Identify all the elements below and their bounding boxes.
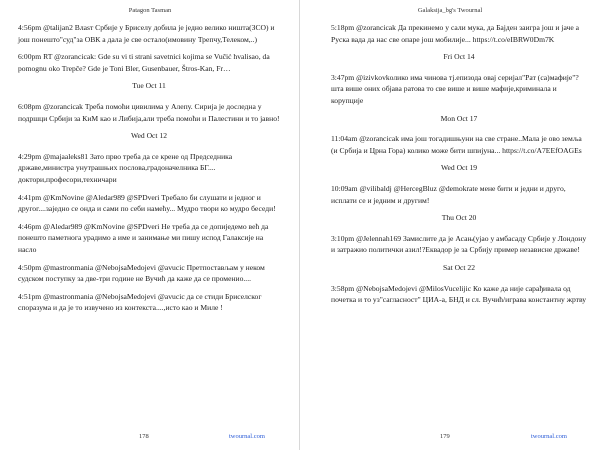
date-heading: Wed Oct 19 <box>440 163 478 173</box>
tweet-entry: 10:09am @vilibaldj @HercegBluz @demokrate мене бити и једни и друго, исплати се и једним и другим! <box>331 183 566 205</box>
tweet-entry: 3:58pm @NebojsaMedojevi @MilosVucelijic Ко каже да није сарађивала од почетка и то уз"сагласност" ЦИА-а, БНД и сл. Вучић/играва константну жртву <box>331 283 587 305</box>
tweet-entry: 5:18pm @zorancicak Да прекинемо у сали мука, да Бајден заигра још и јаче а Руска вада да нас све опаре још мобилије... https://t.co/eIBRW0Dm7K <box>331 23 579 44</box>
right-page <box>300 0 600 450</box>
page-number: 179 <box>440 433 450 440</box>
tweet-entry: 4:51pm @mastronmania @NebojsaMedojevi @avucic да се стиди Бриселског споразума и да је то извучено из контекста....,исто као и Миле ! <box>18 291 262 313</box>
site-link[interactable]: twournal.com <box>531 433 567 440</box>
running-head: Patagon Tasman <box>128 7 172 14</box>
tweet-entry: 4:29pm @majaaleks81 Зато прво треба да се крене од Председника државе,министра унутрашњих послова,градоначелника БГ.... доктори,професори,техничари <box>18 151 233 184</box>
running-head: Galaksija_bg's Twournal <box>417 7 483 14</box>
date-heading: Wed Oct 12 <box>130 131 168 141</box>
date-heading: Tue Oct 11 <box>132 81 166 91</box>
page-body <box>331 22 587 312</box>
tweet-entry: 11:04am @zorancicak има још тогадишњуни на све стране..Мала је ово земља (и Србија и Црна Гора) колико може бити шпијуна... https://t.co/A7EEfOAGEs <box>331 134 582 155</box>
tweet-entry: 4:56pm @talijan2 Влаѕт Србије у Бриселу добила је једно велико ништа(ЗСО) и још понешто"суд"за ОВК а дала је све остало(имовину Трепчу,Телеком,..) <box>18 23 275 44</box>
page-body <box>18 22 280 320</box>
tweet-entry: 4:50pm @mastronmania @NebojsaMedojevi @avucic Претпостављам у неком судском поступку за две-три године не Вучић да каже да се променио.... <box>18 262 265 284</box>
date-heading: Fri Oct 14 <box>443 52 475 62</box>
site-link[interactable]: twournal.com <box>229 433 265 440</box>
tweet-entry: 3:10pm @Jelennah169 Замислите да је Асањ(ујао у амбасаду Србије у Лондону и затражио политички азил!?Еквадор је за Србију пример независне државе! <box>331 233 587 255</box>
tweet-entry: 3:47pm @izivkovkолико има чиновa тј.епизода овај серијал"Рат (са)мафијe"?шта више оних објава ратова то све више и више мафије,криминала и корупције <box>331 72 579 105</box>
tweet-entry: 6:08pm @zorancicak Треба помоћи цивилима у Алепу. Сирија је доследна у подршци Србији за КиМ као и Либија,али треба помоћи и Палестини и то јавно! <box>18 101 280 123</box>
date-heading: Mon Oct 17 <box>440 113 478 123</box>
tweet-entry: 4:46pm @Aledar989 @KmNovine @SPDveri Не треба да се допиједемо већ да понешто паметнога урадимо а име и занимање ми пишу испод Галаксије на насло <box>18 221 269 254</box>
date-heading: Thu Oct 20 <box>441 213 477 223</box>
tweet-entry: 6:00pm RT @zorancicak: Gde su vi ti strani savetnici kojima se Vučić hvalisao, da pomognu oko Trepče? Gde je Toni Bler, Gusenbauer, Štros-Kan, Fr… <box>18 52 270 73</box>
date-heading: Sat Oct 22 <box>442 262 476 272</box>
tweet-entry: 4:41pm @KmNovine @Aledar989 @SPDveri Требало би слушати и једног и другог....заједно се онда и сами по себи намећу... Мудро твори ко мудро беседи! <box>18 192 276 214</box>
page-number: 178 <box>139 433 149 440</box>
